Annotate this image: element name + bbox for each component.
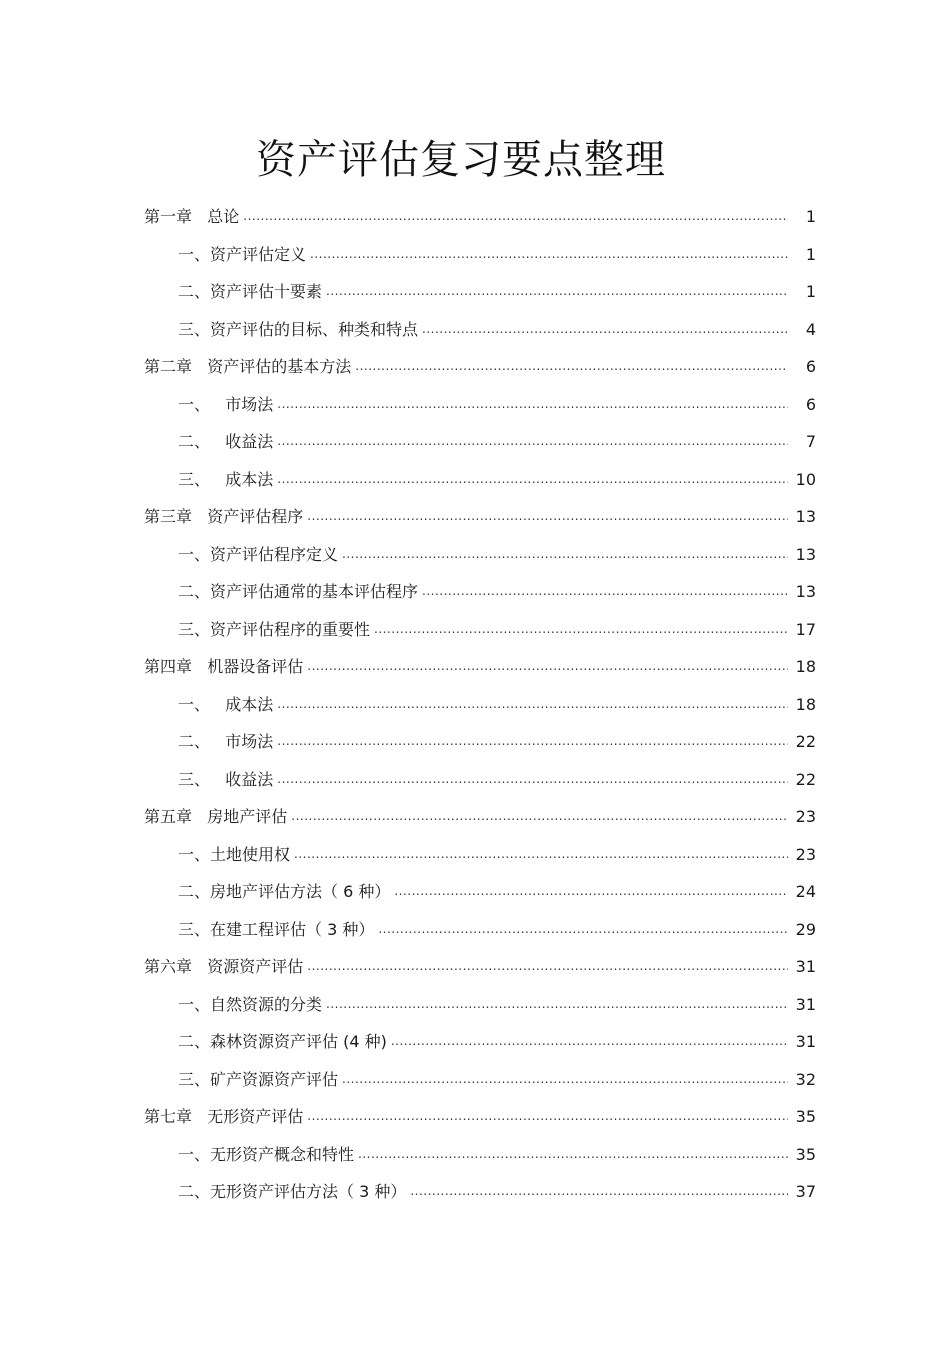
toc-entry-label: 第一章 总论 [144,207,240,226]
toc-dot-leader [342,1061,788,1099]
toc-dot-leader [378,911,788,949]
toc-page-number: 13 [795,544,816,564]
toc-entry-label: 二、资产评估十要素 [178,282,323,301]
toc-section-entry[interactable] [144,236,816,274]
toc-section-entry[interactable] [144,723,816,761]
toc-page-number: 1 [805,282,816,301]
toc-page-number: 1 [805,207,816,226]
table-of-contents [144,198,816,1211]
toc-section-entry[interactable] [144,1023,816,1061]
toc-entry-label: 一、无形资产概念和特性 [178,1144,355,1164]
toc-dot-leader [277,461,788,499]
toc-page-number: 4 [805,319,816,339]
toc-section-entry[interactable] [144,461,816,499]
toc-page-number: 1 [805,244,816,264]
toc-chapter-entry[interactable] [144,648,816,686]
toc-section-entry[interactable] [144,986,816,1024]
toc-section-entry[interactable] [144,536,816,574]
toc-page-number: 18 [795,694,816,714]
toc-page-number: 13 [795,507,816,526]
toc-entry-label: 第二章 资产评估的基本方法 [144,357,352,376]
toc-dot-leader [422,573,788,611]
toc-dot-leader [310,236,788,274]
toc-dot-leader [307,1098,788,1136]
toc-page-number: 35 [795,1107,816,1126]
toc-section-entry[interactable] [144,911,816,949]
toc-section-entry[interactable] [144,873,816,911]
toc-entry-label: 第七章 无形资产评估 [144,1107,304,1126]
toc-section-entry[interactable] [144,1136,816,1174]
toc-entry-label: 一、资产评估定义 [178,244,307,264]
toc-page-number: 17 [795,619,816,639]
toc-section-entry[interactable] [144,423,816,461]
toc-page-number: 7 [805,432,816,451]
toc-section-entry[interactable] [144,573,816,611]
toc-chapter-entry[interactable] [144,198,816,236]
toc-dot-leader [394,873,788,911]
toc-dot-leader [277,423,788,461]
toc-chapter-entry[interactable] [144,1098,816,1136]
toc-dot-leader [422,311,788,349]
toc-entry-label: 二、 收益法 [178,432,274,451]
toc-dot-leader [277,761,788,799]
toc-entry-label: 第六章 资源资产评估 [144,957,304,976]
toc-page-number: 6 [805,394,816,414]
toc-section-entry[interactable] [144,311,816,349]
toc-chapter-entry[interactable] [144,948,816,986]
toc-entry-label: 三、在建工程评估（ 3 种） [178,919,375,939]
toc-dot-leader [391,1023,788,1061]
toc-entry-label: 第四章 机器设备评估 [144,657,304,676]
toc-dot-leader [243,198,788,236]
toc-dot-leader [410,1173,788,1211]
toc-page-number: 31 [795,957,816,976]
toc-page-number: 32 [795,1069,816,1089]
toc-chapter-entry[interactable] [144,498,816,536]
toc-chapter-entry[interactable] [144,798,816,836]
toc-entry-label: 一、土地使用权 [178,844,291,864]
toc-section-entry[interactable] [144,386,816,424]
toc-page-number: 31 [795,1032,816,1051]
toc-dot-leader [277,686,788,724]
toc-page-number: 6 [805,357,816,376]
toc-dot-leader [358,1136,788,1174]
toc-page-number: 31 [795,994,816,1014]
toc-section-entry[interactable] [144,273,816,311]
toc-page-number: 35 [795,1144,816,1164]
toc-page-number: 13 [795,582,816,601]
toc-entry-label: 一、资产评估程序定义 [178,544,339,564]
toc-dot-leader [326,273,788,311]
toc-section-entry[interactable] [144,761,816,799]
toc-page-number: 22 [795,769,816,789]
toc-dot-leader [277,386,788,424]
toc-page-number: 23 [795,807,816,826]
toc-entry-label: 三、 成本法 [178,469,274,489]
toc-section-entry[interactable] [144,1061,816,1099]
toc-entry-label: 一、 成本法 [178,694,274,714]
toc-section-entry[interactable] [144,836,816,874]
toc-entry-label: 三、矿产资源资产评估 [178,1069,339,1089]
document-title: 资产评估复习要点整理 [256,137,666,183]
toc-dot-leader [342,536,788,574]
toc-entry-label: 三、资产评估的目标、种类和特点 [178,319,419,339]
toc-section-entry[interactable] [144,611,816,649]
toc-dot-leader [294,836,788,874]
toc-page-number: 22 [795,732,816,751]
toc-entry-label: 二、资产评估通常的基本评估程序 [178,582,419,601]
toc-entry-label: 二、森林资源资产评估 (4 种) [178,1032,387,1051]
toc-entry-label: 二、房地产评估方法（ 6 种） [178,882,391,901]
toc-chapter-entry[interactable] [144,348,816,386]
toc-page-number: 23 [795,844,816,864]
toc-entry-label: 第五章 房地产评估 [144,807,288,826]
toc-entry-label: 二、 市场法 [178,732,274,751]
toc-page-number: 18 [795,657,816,676]
toc-dot-leader [307,498,788,536]
toc-dot-leader [307,948,788,986]
toc-page-number: 29 [795,919,816,939]
toc-entry-label: 一、 市场法 [178,394,274,414]
toc-dot-leader [355,348,788,386]
toc-entry-label: 二、无形资产评估方法（ 3 种） [178,1182,407,1201]
toc-page-number: 24 [795,882,816,901]
toc-dot-leader [291,798,788,836]
toc-entry-label: 第三章 资产评估程序 [144,507,304,526]
toc-dot-leader [307,648,788,686]
toc-dot-leader [277,723,788,761]
toc-page-number: 10 [795,469,816,489]
toc-entry-label: 三、 收益法 [178,769,274,789]
toc-entry-label: 一、自然资源的分类 [178,994,323,1014]
toc-section-entry[interactable] [144,1173,816,1211]
toc-dot-leader [374,611,788,649]
toc-entry-label: 三、资产评估程序的重要性 [178,619,371,639]
toc-dot-leader [326,986,788,1024]
toc-page-number: 37 [795,1182,816,1201]
toc-section-entry[interactable] [144,686,816,724]
